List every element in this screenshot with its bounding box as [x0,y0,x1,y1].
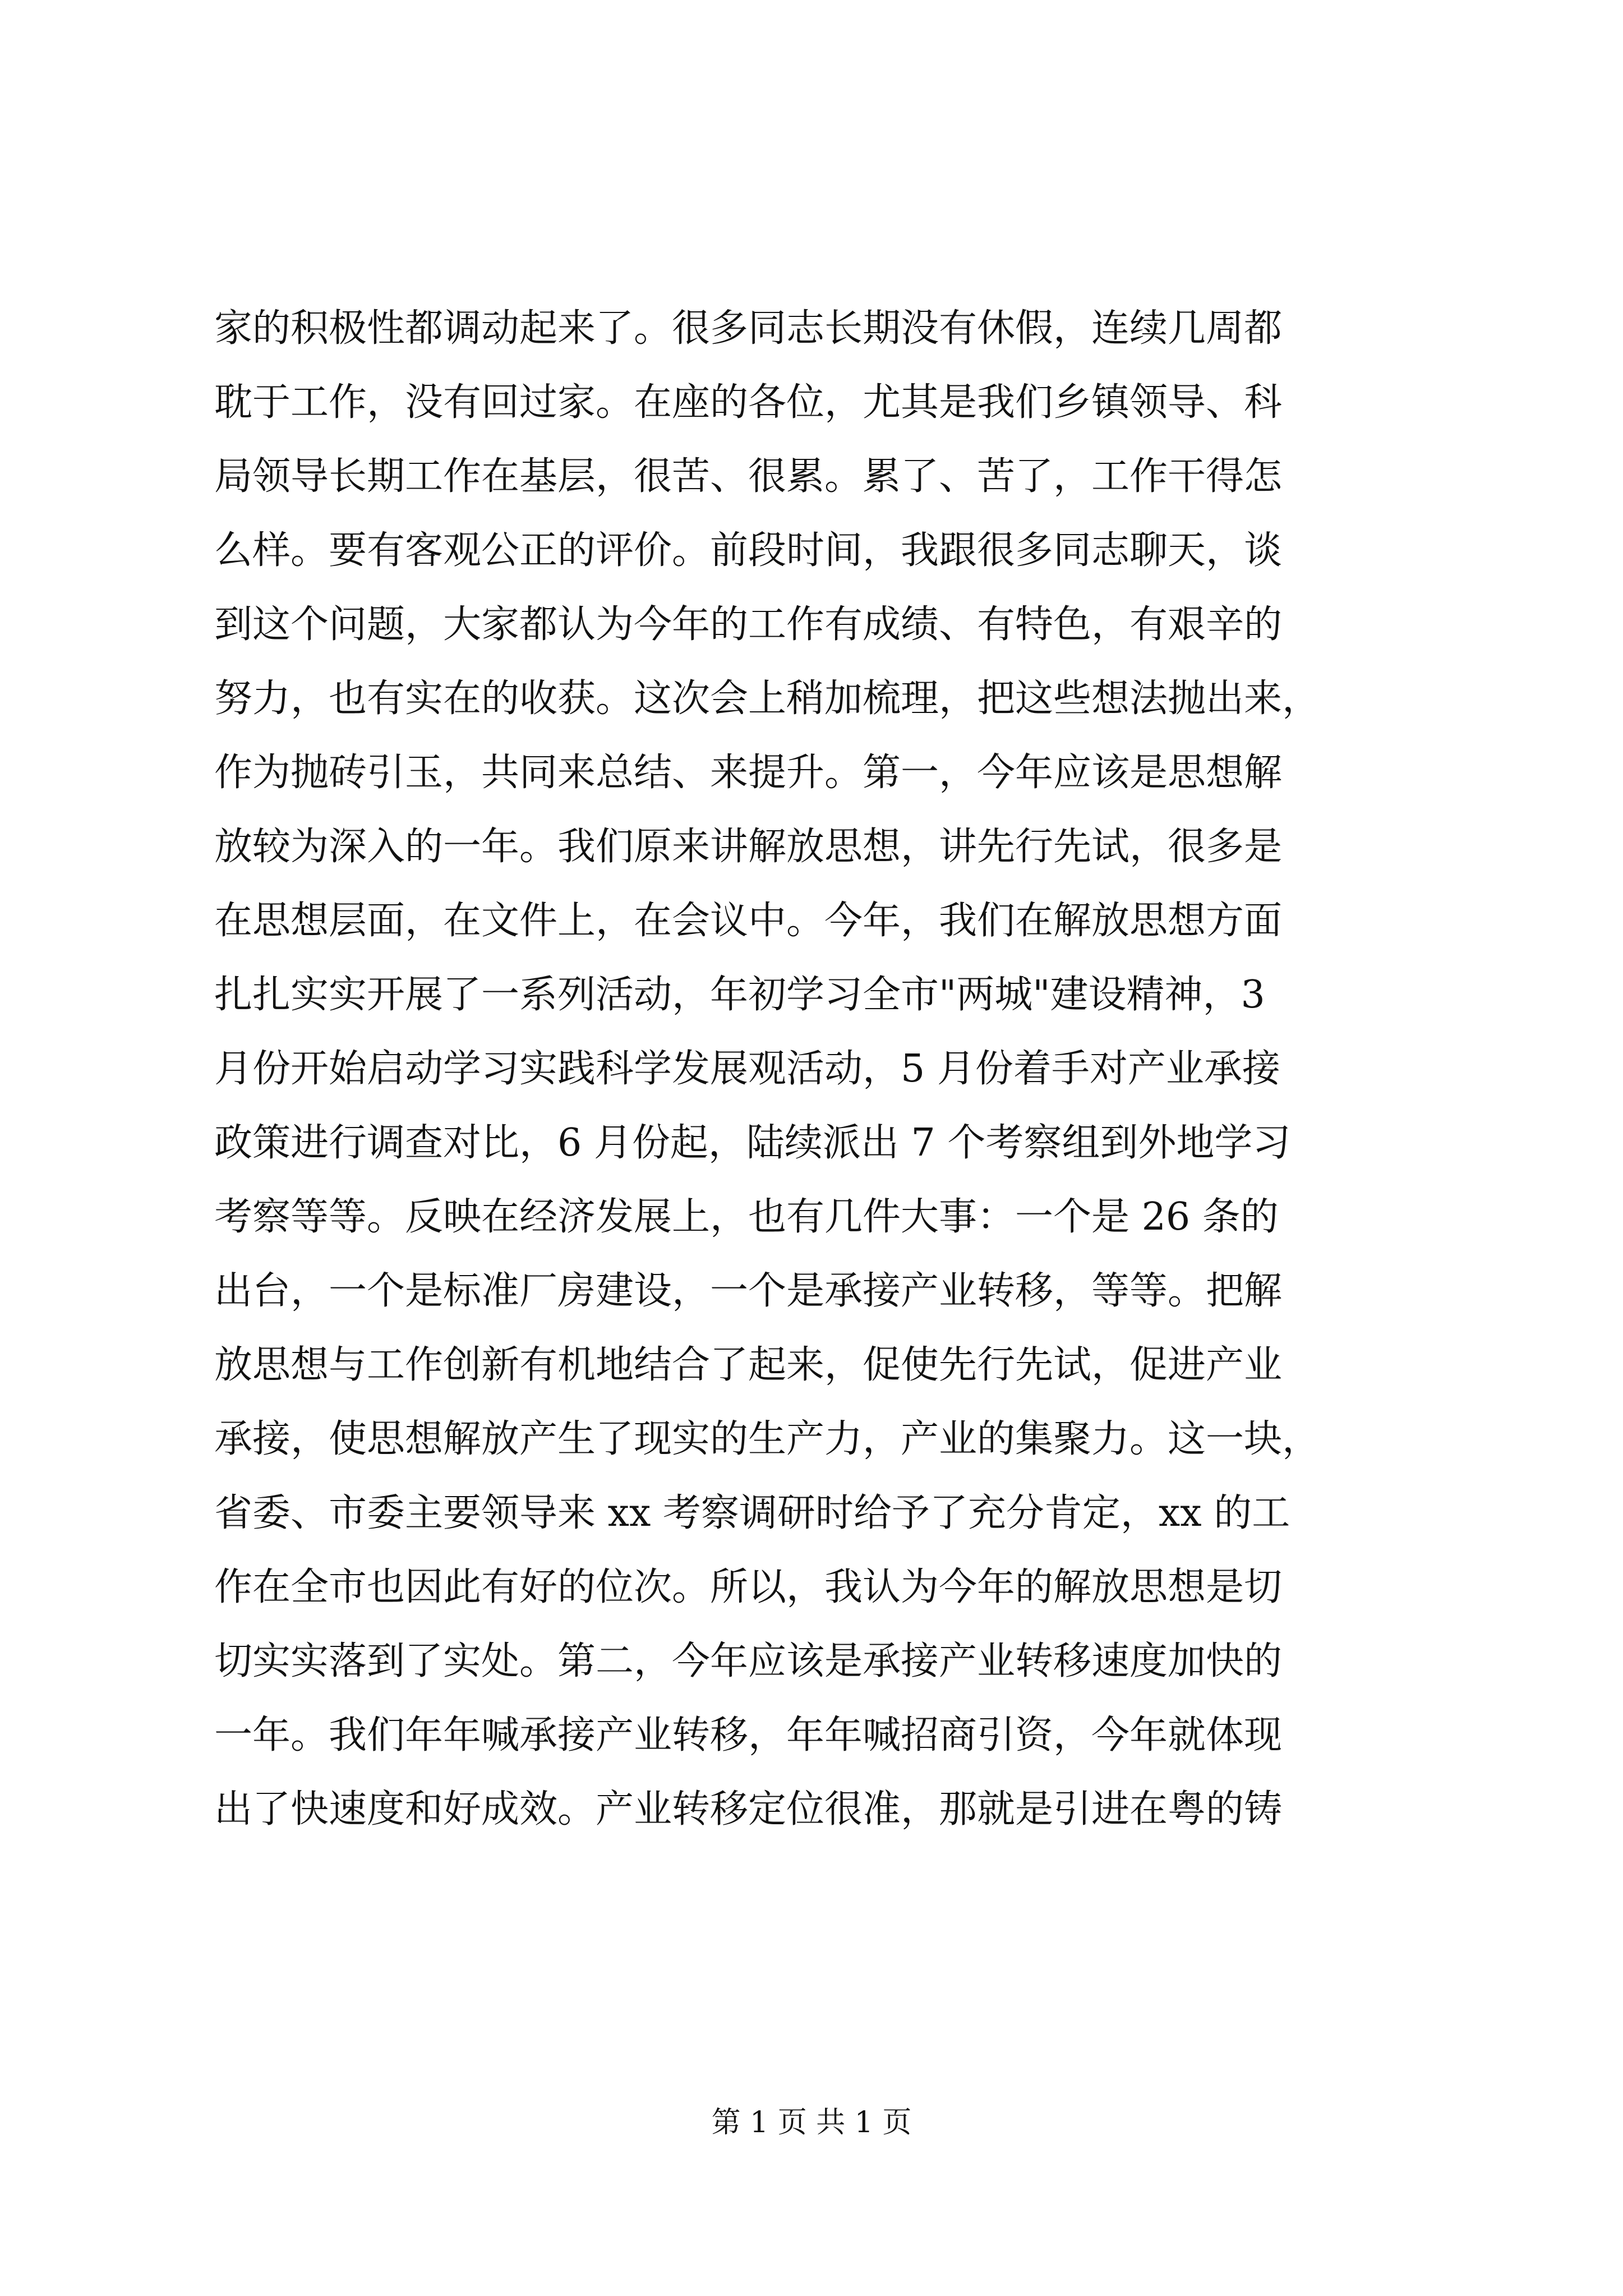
text-line: 承接，使思想解放产生了现实的生产力，产业的集聚力。这一块， [214,1417,1321,1461]
text-line: 作在全市也因此有好的位次。所以，我认为今年的解放思想是切 [214,1565,1283,1609]
text-line: 在思想层面，在文件上，在会议中。今年，我们在解放思想方面 [214,899,1283,943]
text-line: 放思想与工作创新有机地结合了起来，促使先行先试，促进产业 [214,1343,1283,1387]
text-line: 耽于工作，没有回过家。在座的各位，尤其是我们乡镇领导、科 [214,380,1283,425]
text-line: 么样。要有客观公正的评价。前段时间，我跟很多同志聊天，谈 [214,528,1283,573]
text-line: 出台，一个是标准厂房建设，一个是承接产业转移，等等。把解 [214,1269,1283,1313]
text-line: 出了快速度和好成效。产业转移定位很准，那就是引进在粤的铸 [214,1787,1283,1832]
page-footer: 第 1 页 共 1 页 [711,2106,912,2139]
text-line: 到这个问题，大家都认为今年的工作有成绩、有特色，有艰辛的 [214,602,1283,647]
text-line: 政策进行调查对比，6 月份起，陆续派出 7 个考察组到外地学习 [214,1121,1291,1165]
text-line: 切实实落到了实处。第二，今年应该是承接产业转移速度加快的 [214,1639,1283,1683]
text-line: 放较为深入的一年。我们原来讲解放思想，讲先行先试，很多是 [214,825,1283,869]
text-line: 月份开始启动学习实践科学发展观活动，5 月份着手对产业承接 [214,1047,1280,1091]
text-line: 努力，也有实在的收获。这次会上稍加梳理，把这些想法抛出来， [214,677,1321,721]
text-line: 扎扎实实开展了一系列活动，年初学习全市"两城"建设精神，3 [214,973,1265,1017]
text-line: 考察等等。反映在经济发展上，也有几件大事：一个是 26 条的 [214,1195,1279,1239]
body-text [214,292,1414,1847]
text-line: 一年。我们年年喊承接产业转移，年年喊招商引资，今年就体现 [214,1713,1283,1757]
text-line: 省委、市委主要领导来 xx 考察调研时给予了充分肯定，xx 的工 [214,1491,1290,1535]
text-line: 局领导长期工作在基层，很苦、很累。累了、苦了，工作干得怎 [214,454,1283,499]
text-line: 家的积极性都调动起来了。很多同志长期没有休假，连续几周都 [214,306,1283,351]
text-line: 作为抛砖引玉，共同来总结、来提升。第一，今年应该是思想解 [214,751,1283,795]
